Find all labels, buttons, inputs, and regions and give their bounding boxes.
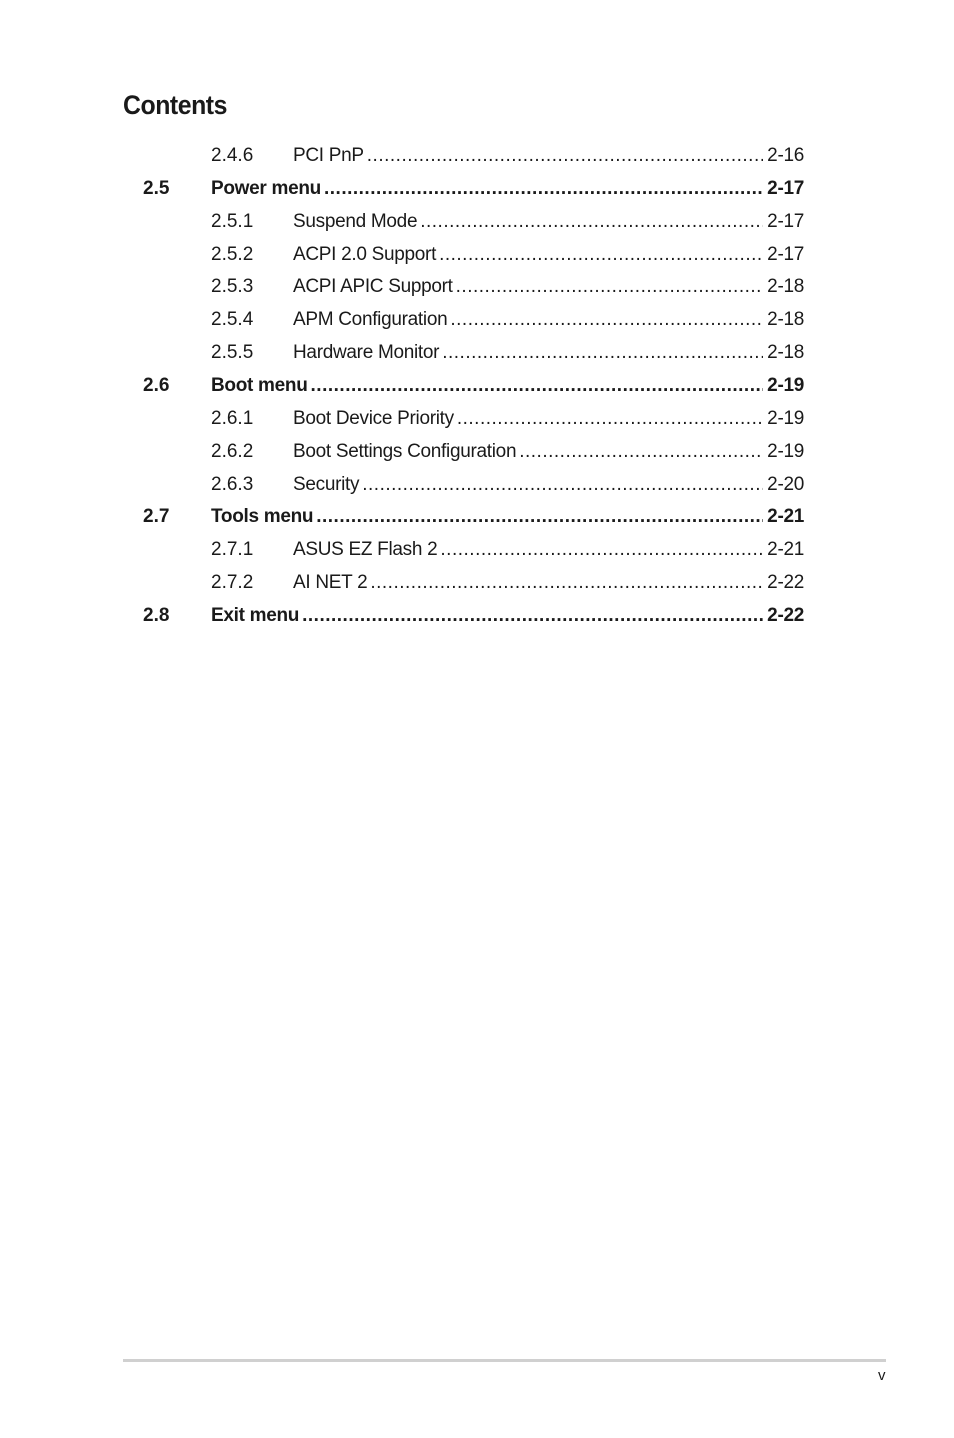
toc-page: 2-17	[767, 243, 804, 265]
toc-row[interactable]	[0, 304, 954, 336]
toc-page: 2-20	[767, 473, 804, 495]
page-number: v	[878, 1367, 886, 1384]
toc-entry	[293, 567, 804, 599]
toc-entry	[293, 239, 804, 271]
toc-leader	[440, 534, 763, 566]
toc-section-number: 2.5	[143, 177, 170, 199]
toc-section-number: 2.5.2	[211, 243, 254, 265]
toc-leader	[420, 206, 763, 238]
toc-row[interactable]	[0, 140, 954, 172]
toc-row[interactable]	[0, 370, 954, 402]
toc-section-number: 2.5.3	[211, 276, 254, 298]
toc-label: Tools menu	[211, 506, 314, 528]
toc-page: 2-17	[767, 177, 804, 199]
toc-label: Suspend Mode	[293, 210, 418, 232]
toc-section-number: 2.5.4	[211, 309, 254, 331]
toc-page: 2-19	[767, 440, 804, 462]
toc-entry	[293, 206, 804, 238]
toc-row[interactable]	[0, 567, 954, 599]
toc-label: PCI PnP	[293, 145, 364, 166]
toc-leader	[519, 436, 763, 468]
toc-entry	[293, 271, 804, 303]
toc-page: 2-19	[767, 407, 804, 429]
toc-entry	[293, 403, 804, 435]
toc-page: 2-18	[767, 309, 804, 331]
toc-row[interactable]	[0, 469, 954, 501]
page-title: Contents	[123, 90, 227, 120]
toc-leader	[311, 370, 764, 402]
toc-leader	[457, 403, 763, 435]
toc-label: Boot Device Priority	[293, 407, 454, 429]
toc-label: ASUS EZ Flash 2	[293, 539, 438, 561]
toc-label: AI NET 2	[293, 572, 368, 594]
toc-page: 2-16	[767, 145, 804, 166]
toc-row[interactable]	[0, 271, 954, 303]
toc-leader	[362, 469, 763, 501]
toc-page: 2-22	[767, 604, 804, 626]
toc-label: Boot Settings Configuration	[293, 440, 517, 462]
toc-section-number: 2.6.3	[211, 473, 254, 495]
toc-entry	[293, 436, 804, 468]
toc-section-number: 2.6.2	[211, 440, 254, 462]
toc-section-number: 2.5.5	[211, 342, 254, 364]
toc-page: 2-17	[767, 210, 804, 232]
toc-section-number: 2.6.1	[211, 407, 254, 429]
toc-leader	[302, 600, 763, 632]
toc-label: Exit menu	[211, 604, 300, 626]
toc-leader	[370, 567, 763, 599]
toc-page: 2-18	[767, 342, 804, 364]
toc-section-number: 2.7.2	[211, 572, 254, 594]
toc-leader	[316, 501, 763, 533]
toc-label: Power menu	[211, 177, 321, 199]
toc-row[interactable]	[0, 501, 954, 533]
toc-entry	[293, 469, 804, 501]
toc-row[interactable]	[0, 337, 954, 369]
toc-entry	[293, 534, 804, 566]
toc-label: APM Configuration	[293, 309, 448, 331]
toc-entry	[293, 140, 804, 172]
toc-page: 2-21	[767, 539, 804, 561]
toc-leader	[324, 173, 763, 205]
toc-page: 2-21	[767, 506, 804, 528]
toc-leader	[442, 337, 763, 369]
toc-row[interactable]	[0, 600, 954, 632]
toc-row[interactable]	[0, 534, 954, 566]
toc-entry	[211, 501, 804, 533]
toc-label: Security	[293, 473, 360, 495]
toc-row[interactable]	[0, 239, 954, 271]
toc-section-number: 2.4.6	[211, 145, 254, 166]
toc-entry	[211, 600, 804, 632]
toc-entry	[293, 337, 804, 369]
toc-section-number: 2.5.1	[211, 210, 254, 232]
toc-row[interactable]	[0, 403, 954, 435]
toc-page: 2-19	[767, 374, 804, 396]
toc-label: ACPI 2.0 Support	[293, 243, 437, 265]
toc-row[interactable]	[0, 206, 954, 238]
toc-entry	[211, 370, 804, 402]
footer-rule	[123, 1359, 886, 1362]
toc-row[interactable]	[0, 436, 954, 468]
toc-page: 2-18	[767, 276, 804, 298]
toc-label: ACPI APIC Support	[293, 276, 453, 298]
toc-page: 2-22	[767, 572, 804, 594]
toc-leader	[456, 271, 764, 303]
toc-section-number: 2.8	[143, 604, 170, 626]
toc-leader	[450, 304, 763, 336]
toc-leader	[439, 239, 763, 271]
toc-label: Boot menu	[211, 374, 308, 396]
toc-section-number: 2.6	[143, 374, 170, 396]
toc-entry	[293, 304, 804, 336]
toc-entry	[211, 173, 804, 205]
toc-label: Hardware Monitor	[293, 342, 440, 364]
toc-row[interactable]	[0, 173, 954, 205]
toc-section-number: 2.7	[143, 506, 170, 528]
toc-leader	[367, 140, 763, 172]
toc-section-number: 2.7.1	[211, 539, 254, 561]
